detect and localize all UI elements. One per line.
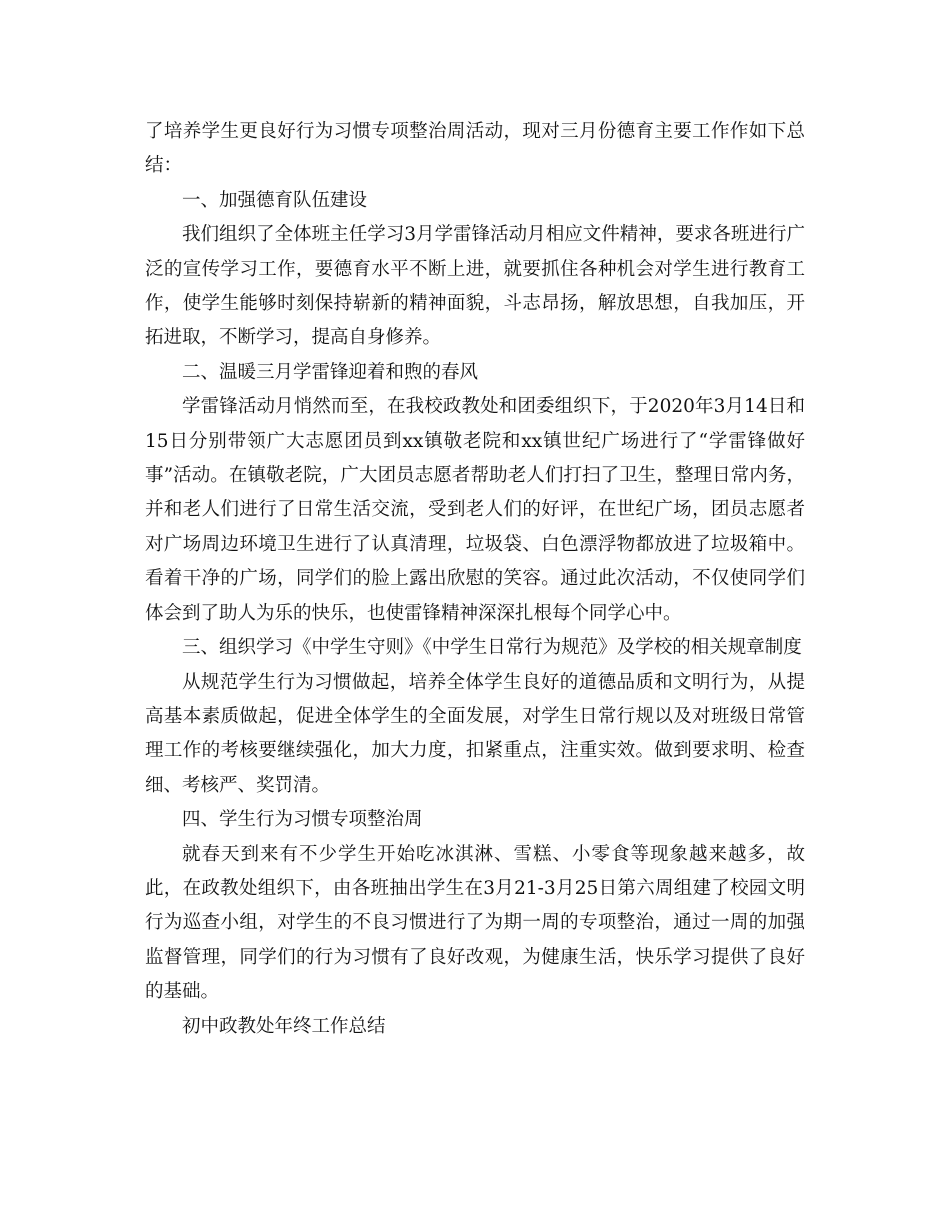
document-title-next: 初中政教处年终工作总结 [182, 1015, 386, 1037]
paragraph-section-4: 就春天到来有不少学生开始吃冰淇淋、雪糕、小零食等现象越来越多，故此，在政教处组织下，由各班抽出学生在3月21-3月25日第六周组建了校园文明行为巡查小组，对学生的不良习惯进行了为期一周的专项整治，通过一周的加强监督管理，同学们的行为习惯有了良好改观，为健康生活，快乐学习提供了良好的基础。 [145, 843, 805, 1003]
paragraph-section-2: 学雷锋活动月悄然而至，在我校政教处和团委组织下，于2020年3月14日和15日分别带领广大志愿团员到xx镇敬老院和xx镇世纪广场进行了“学雷锋做好事”活动。在镇敬老院，广大团员志愿者帮助老人们打扫了卫生，整理日常内务，并和老人们进行了日常生活交流，受到老人们的好评，在世纪广场，团员志愿者对广场周边环境卫生进行了认真清理，垃圾袋、白色漂浮物都放进了垃圾箱中。看着干净的广场，同学们的脸上露出欣慰的笑容。通过此次活动，不仅使同学们体会到了助人为乐的快乐，也使雷锋精神深深扎根每个同学心中。 [145, 396, 805, 624]
paragraph-section-1: 我们组织了全体班主任学习3月学雷锋活动月相应文件精神，要求各班进行广泛的宣传学习工作，要德育水平不断上进，就要抓住各种机会对学生进行教育工作，使学生能够时刻保持崭新的精神面貌，斗志昂扬，解放思想，自我加压，开拓进取，不断学习，提高自身修养。 [145, 224, 805, 349]
section-heading-1: 一、加强德育队伍建设 [182, 189, 368, 211]
paragraph-intro: 了培养学生更良好行为习惯专项整治周活动，现对三月份德育主要工作作如下总结： [145, 121, 805, 177]
section-heading-2: 二、温暖三月学雷锋迎着和煦的春风 [182, 361, 479, 383]
section-heading-4: 四、学生行为习惯专项整治周 [182, 809, 423, 831]
paragraph-section-3: 从规范学生行为习惯做起，培养全体学生良好的道德品质和文明行为，从提高基本素质做起，促进全体学生的全面发展，对学生日常行规以及对班级日常管理工作的考核要继续强化，加大力度，扣紧重点，注重实效。做到要求明、检查细、考核严、奖罚清。 [145, 671, 805, 796]
section-heading-3: 三、组织学习《中学生守则》《中学生日常行为规范》及学校的相关规章制度 [182, 637, 802, 659]
document-body [145, 115, 805, 1044]
